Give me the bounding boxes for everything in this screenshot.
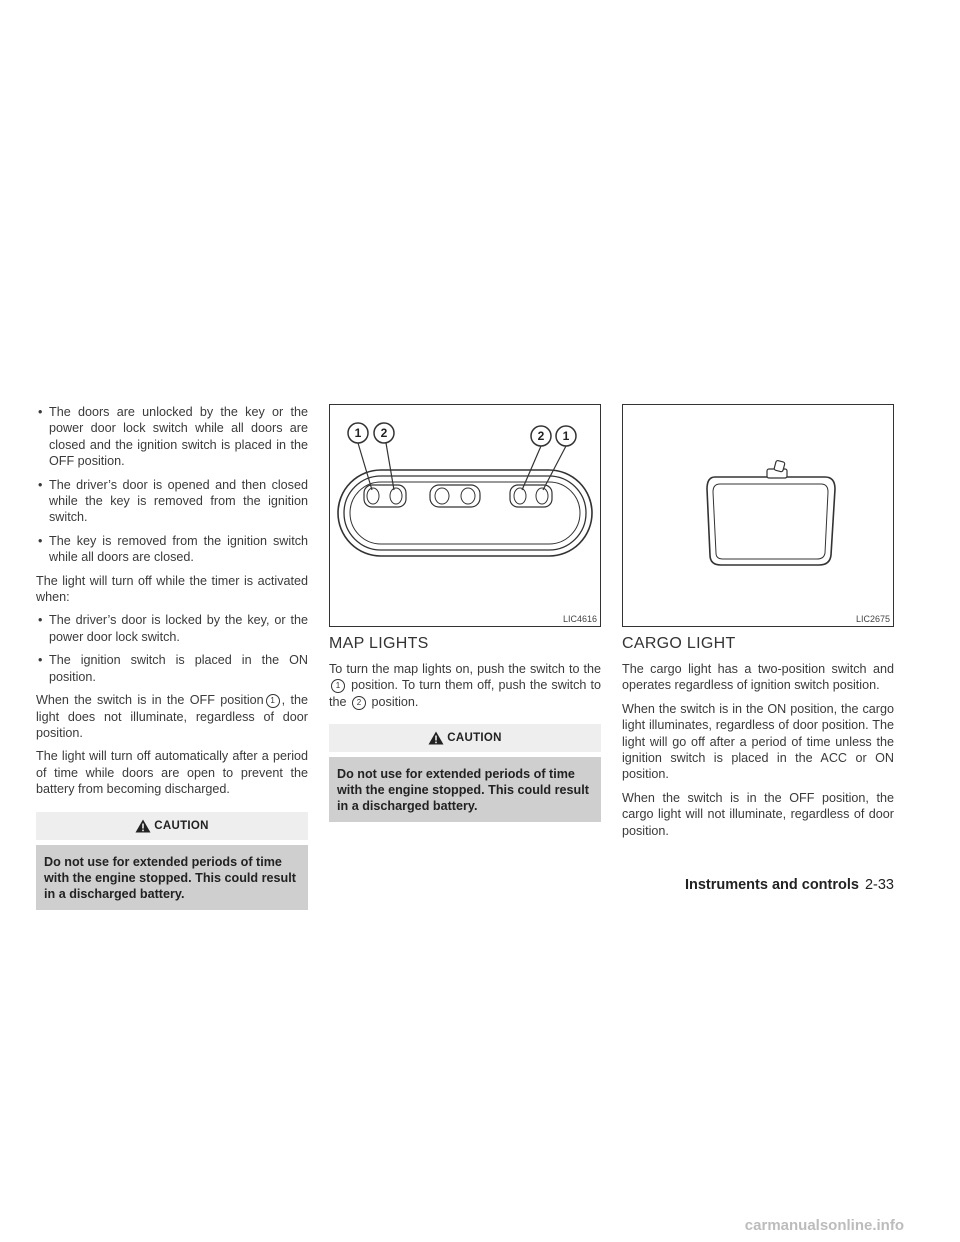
cargo-paragraph-1: The cargo light has a two-position switch and operates regardless of ignition switch position. (622, 662, 894, 693)
column-right (622, 404, 894, 846)
map-lights-illustration (330, 405, 600, 626)
list-item: • The key is removed from the ignition switch while all doors are closed. (38, 533, 308, 565)
caution-title: CAUTION (447, 732, 502, 745)
caution-title: CAUTION (154, 819, 209, 832)
caution-text: Do not use for extended periods of time with the engine stopped. This could result in a discharged battery. (36, 845, 308, 910)
timer-intro: The light will turn off while the timer is activated when: (36, 573, 308, 605)
circled-number-1: 1 (331, 679, 345, 693)
cargo-light-illustration (623, 405, 893, 626)
figure-code: LIC4616 (562, 614, 597, 624)
caution-text: Do not use for extended periods of time with the engine stopped. This could result in a discharged battery. (329, 757, 601, 822)
column-left (36, 404, 308, 910)
column-middle (329, 404, 601, 822)
list-item: • The ignition switch is placed in the ON position. (38, 653, 308, 684)
section-title: Instruments and controls (684, 877, 859, 893)
caution-box (36, 812, 308, 910)
off-position-paragraph: When the switch is in the OFF position 1 , the light does not illuminate, regardless of door position. (36, 693, 308, 740)
page-number: 2-33 (864, 877, 894, 893)
map-lights-figure (329, 404, 601, 627)
figure-code: LIC2675 (855, 614, 890, 624)
list-item: • The driver’s door is locked by the key, or the power door lock switch. (38, 613, 308, 644)
list-item: • The doors are unlocked by the key or the power door lock switch while all doors are closed and the ignition switch is placed in the OFF position. (38, 405, 308, 469)
circled-number-2: 2 (352, 696, 366, 710)
warning-icon (135, 819, 151, 833)
map-lights-paragraph: To turn the map lights on, push the switch to the 1 position. To turn them off, push the switch to the 2 position. (329, 662, 601, 709)
watermark: carmanualsonline.info (744, 1217, 904, 1234)
circled-number-1: 1 (266, 694, 280, 708)
figure-label-1: 1 (354, 426, 362, 440)
section-heading-cargo-light: CARGO LIGHT (622, 635, 736, 652)
figure-label-2: 2 (380, 426, 388, 440)
cargo-light-figure (622, 404, 894, 627)
auto-off-paragraph: The light will turn off automatically after a period of time while doors are open to prevent the battery from becoming discharged. (36, 749, 308, 797)
list-item: • The driver’s door is opened and then closed while the key is removed from the ignition switch. (38, 477, 308, 525)
figure-label-4: 1 (562, 429, 570, 443)
warning-icon (428, 731, 444, 745)
section-heading-map-lights: MAP LIGHTS (329, 635, 429, 652)
caution-box (329, 724, 601, 822)
page-footer (685, 877, 894, 893)
cargo-paragraph-3: When the switch is in the OFF position, the cargo light will not illuminate, regardless of door position. (622, 790, 894, 838)
figure-label-3: 2 (537, 429, 545, 443)
cargo-paragraph-2: When the switch is in the ON position, the cargo light illuminates, regardless of door position. The light will go off after a period of time unless the ignition switch is placed in the ACC or ON position. (622, 701, 894, 782)
